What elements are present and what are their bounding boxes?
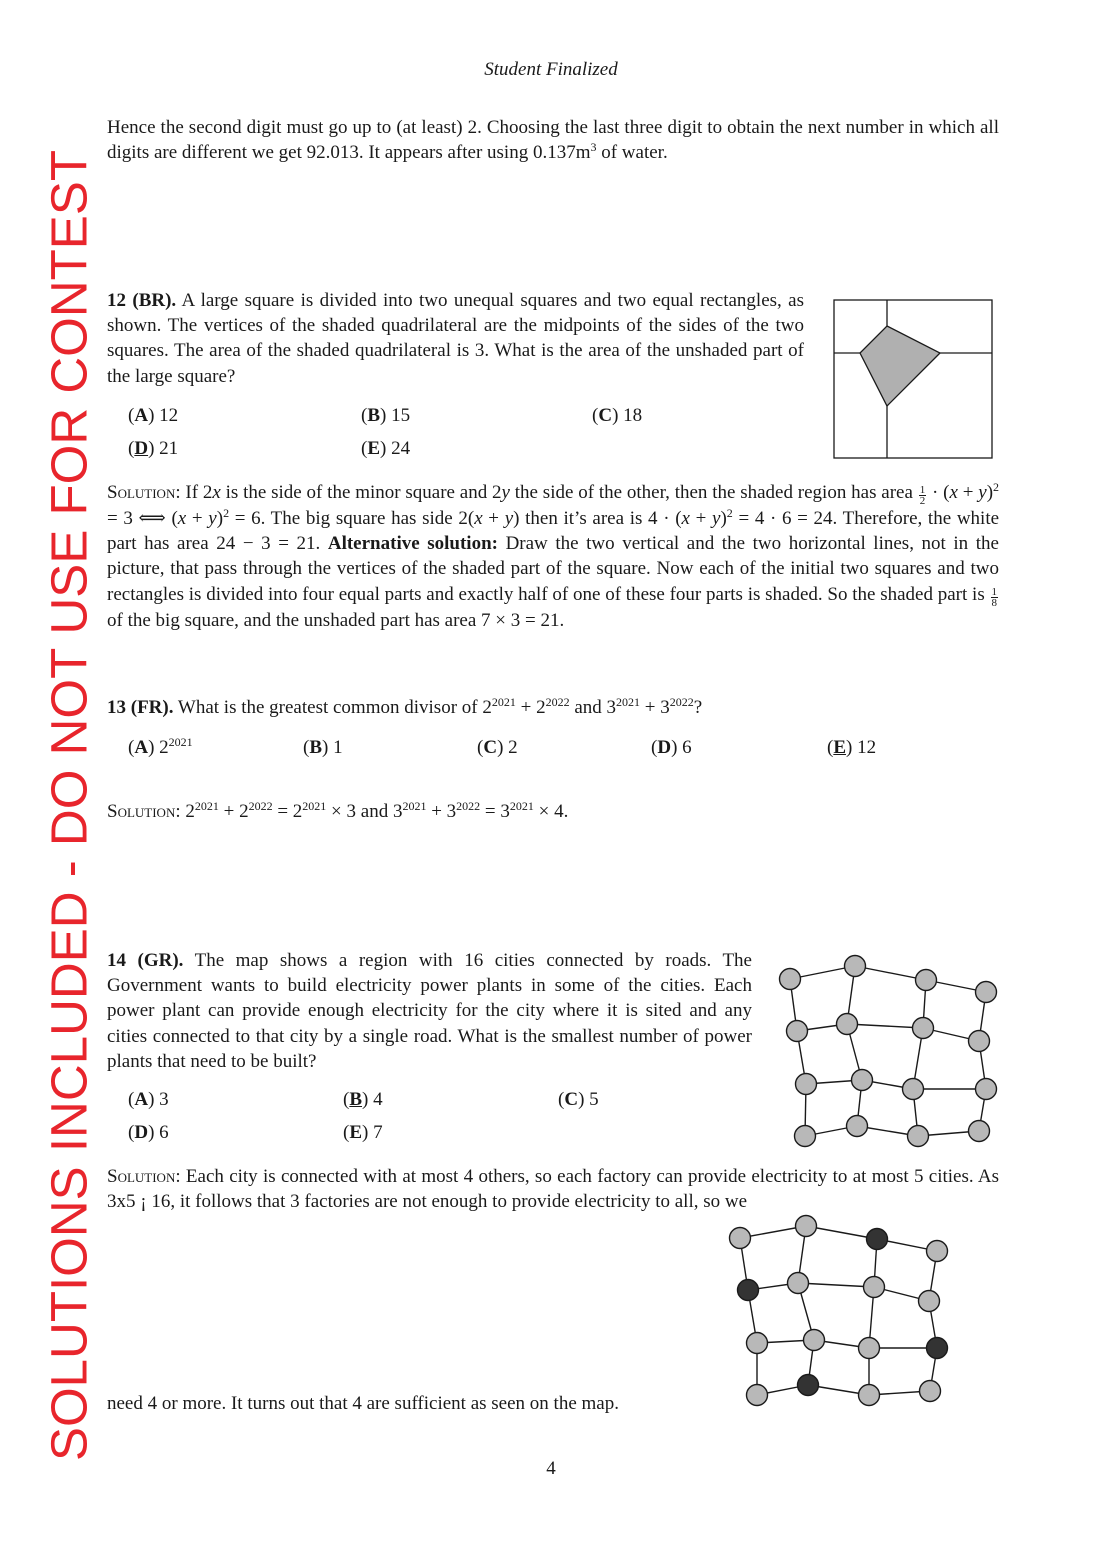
- city-node: [747, 1385, 768, 1406]
- p12-sol-text: ): [986, 482, 994, 503]
- p13-exp: 2021: [491, 695, 516, 709]
- city-node: [804, 1330, 825, 1351]
- p14-option-b: (B) 4: [343, 1089, 383, 1110]
- p12-exp: 2: [726, 506, 733, 520]
- intro-text-end: of water.: [596, 142, 668, 164]
- p12-var: x: [949, 482, 958, 503]
- p12-var: y: [501, 482, 510, 503]
- power-plant-node: [927, 1338, 948, 1359]
- p12-option-d-letter: D: [134, 438, 149, 459]
- p12-option-c: (C) 18: [592, 405, 643, 426]
- p13-option-a-value: 2: [159, 737, 169, 758]
- city-node: [927, 1241, 948, 1262]
- p13-exp: 2021: [509, 799, 534, 813]
- p13-text: + 3: [640, 697, 670, 718]
- p12-sol-text: the side of the other, then the shaded region has area: [509, 482, 918, 503]
- p12-var: y: [208, 508, 217, 529]
- p12-sol-text: is the side of the minor square and 2: [220, 482, 502, 503]
- p14-solution-end-text: need 4 or more. It turns out that 4 are sufficient as seen on the map.: [107, 1393, 619, 1414]
- p12-sol-text: of the big square, and the unshaded part has area 7 × 3 = 21.: [107, 609, 565, 631]
- p12-var: y: [712, 508, 721, 529]
- problem-12-label: 12 (BR).: [107, 290, 177, 311]
- p12-sol-text: = 4 · 6 = 24. Therefore, the white part has area 24 − 3 = 21.: [107, 508, 1000, 555]
- p13-exp: 2022: [456, 799, 481, 813]
- p13-sol-text: + 3: [426, 801, 457, 822]
- watermark: SOLUTIONS INCLUDED - DO NOT USE FOR CONTEST: [40, 150, 98, 1462]
- city-node: [747, 1333, 768, 1354]
- p12-option-e: (E) 24: [361, 438, 411, 459]
- p12-sol-text: +: [482, 508, 505, 529]
- p13-sol-text: × 4.: [533, 801, 569, 822]
- p12-option-e-value: 24: [391, 438, 411, 459]
- p12-var: x: [474, 508, 483, 529]
- frac-num: 1: [991, 585, 997, 598]
- p13-option-b-letter: B: [309, 737, 323, 758]
- p14-option-c: (C) 5: [558, 1089, 599, 1110]
- p12-option-b: (B) 15: [361, 405, 411, 426]
- p12-option-c-letter: C: [598, 405, 613, 426]
- p12-option-b-value: 15: [391, 405, 411, 426]
- p14-option-b-value: 4: [373, 1089, 383, 1110]
- p12-exp: 2: [993, 480, 1000, 494]
- p14-option-d-value: 6: [159, 1122, 169, 1143]
- city-node: [859, 1385, 880, 1406]
- city-node: [788, 1273, 809, 1294]
- p13-sol-text: 2: [180, 801, 195, 822]
- p13-exp: 2022: [669, 695, 694, 709]
- p13-text: and 3: [569, 697, 617, 718]
- p12-var: x: [212, 482, 221, 503]
- p12-var: y: [978, 482, 987, 503]
- p13-option-d-value: 6: [682, 737, 692, 758]
- city-node: [864, 1277, 885, 1298]
- p12-var: x: [681, 508, 690, 529]
- p14-solution-text: Each city is connected with at most 4 others, so each factory can provide electricity to at most 5 cities. As 3x5 ¡ 16, it follows that 3 factories are not enough to provide electricity to all, so we: [107, 1166, 999, 1213]
- p13-sol-text: + 2: [218, 801, 249, 822]
- p13-option-e-value: 12: [857, 737, 877, 758]
- road-edge: [798, 1283, 874, 1287]
- p14-option-b-letter: B: [349, 1089, 363, 1110]
- p12-option-d: (D) 21: [128, 438, 179, 459]
- p14-option-c-letter: C: [564, 1089, 579, 1110]
- power-plant-node: [798, 1375, 819, 1396]
- city-node: [859, 1338, 880, 1359]
- p14-option-a-value: 3: [159, 1089, 169, 1110]
- city-node: [730, 1228, 751, 1249]
- p13-option-a-sup: 2021: [168, 735, 193, 749]
- p13-option-e: (E) 12: [827, 737, 877, 758]
- p13-option-c: (C) 2: [477, 737, 518, 758]
- p13-exp: 2021: [402, 799, 427, 813]
- alt-solution-label: Alternative solution:: [327, 533, 498, 555]
- p13-option-a: (A) $2^{2021}$: [128, 735, 193, 758]
- p13-exp: 2021: [302, 799, 327, 813]
- p13-sol-text: × 3 and 3: [326, 801, 403, 822]
- p13-text: ?: [693, 697, 703, 718]
- frac-den: 2: [919, 495, 926, 507]
- p12-option-e-letter: E: [367, 438, 381, 459]
- page-header: Student Finalized: [484, 59, 618, 80]
- p13-option-d-letter: D: [657, 737, 672, 758]
- p13-option-e-letter: E: [833, 737, 847, 758]
- city-node: [796, 1216, 817, 1237]
- p14-option-c-value: 5: [589, 1089, 599, 1110]
- p13-option-c-letter: C: [483, 737, 498, 758]
- p12-sol-text: ): [216, 508, 224, 529]
- p12-option-a-letter: A: [134, 405, 149, 426]
- p13-option-b-value: 1: [333, 737, 343, 758]
- frac-num: 1: [919, 484, 926, 496]
- p14-option-d: (D) 6: [128, 1122, 169, 1143]
- power-plant-node: [738, 1280, 759, 1301]
- p14-option-e-value: 7: [373, 1122, 383, 1143]
- p12-solution-label: Solution:: [107, 482, 181, 503]
- intro-text: Hence the second digit must go up to (at least) 2. Choosing the last three digit to obtain the next number in which all digits are different we get 92.013. It appears after using 0.137m: [107, 117, 999, 164]
- p12-sol-text: ): [720, 508, 727, 529]
- p12-option-a: (A) 12: [128, 405, 179, 426]
- p13-exp: 2021: [616, 695, 641, 709]
- p12-exp: 2: [223, 506, 230, 520]
- power-plant-node: [867, 1229, 888, 1250]
- p12-sol-text: ) then it’s area is 4 · (: [513, 508, 682, 529]
- intro-sup: 3: [590, 140, 597, 155]
- p12-sol-text: = 3 ⟺ (: [107, 508, 178, 529]
- p12-var: x: [177, 508, 187, 529]
- p13-option-a-letter: A: [134, 737, 149, 758]
- p14-option-e: (E) 7: [343, 1122, 383, 1143]
- p13-option-b: (B) 1: [303, 737, 343, 758]
- problem-14-solution-end: [107, 1391, 747, 1416]
- p13-text: + 2: [515, 697, 546, 718]
- p13-text: What is the greatest common divisor of 2: [173, 697, 492, 718]
- city-node: [920, 1381, 941, 1402]
- problem-14-label: 14 (GR).: [107, 950, 184, 971]
- p12-sol-text: +: [689, 508, 713, 529]
- p12-sol-text: +: [957, 482, 979, 503]
- p12-sol-text: Draw the two vertical and the two horizontal lines, not in the picture, that pass through the vertices of the shaded part of the square. Now each of the initial two squares and two rectangles is divided into four equal parts and exactly half of one of these four parts is shaded. So the shaded part is: [107, 533, 999, 605]
- page-number: 4: [546, 1458, 556, 1479]
- p12-option-c-value: 18: [623, 405, 643, 426]
- p12-option-b-letter: B: [367, 405, 381, 426]
- p13-exp: 2021: [194, 799, 219, 813]
- p13-exp: 2022: [248, 799, 273, 813]
- p12-sol-text: = 6. The big square has side 2(: [229, 508, 475, 529]
- p12-sol-text: +: [186, 508, 209, 529]
- p13-option-c-value: 2: [508, 737, 518, 758]
- p14-solution-label: Solution:: [107, 1166, 181, 1187]
- p12-sol-text: · (: [927, 482, 950, 503]
- p14-option-a: (A) 3: [128, 1089, 169, 1110]
- problem-13-label: 13 (FR).: [107, 697, 174, 718]
- p13-sol-text: = 3: [480, 801, 510, 822]
- p12-sol-text: If 2: [180, 482, 213, 503]
- problem-14-text: The map shows a region with 16 cities connected by roads. The Government wants to build electricity power plants in some of the cities. Each power plant can provide enough electricity for the city where it is sited and any cities connected to that city by a single road. What is the smallest number of power plants that need to be built?: [107, 950, 752, 1072]
- p14-option-d-letter: D: [134, 1122, 149, 1143]
- p12-var: y: [504, 508, 514, 529]
- frac-den: 8: [991, 596, 997, 609]
- p13-sol-text: = 2: [272, 801, 303, 822]
- p13-solution-label: Solution:: [107, 801, 181, 822]
- problem-12-text: A large square is divided into two unequal squares and two equal rectangles, as shown. The vertices of the shaded quadrilateral are the midpoints of the sides of the two squares. The area of the shaded quadrilateral is 3. What is the area of the unshaded part of the large square?: [107, 290, 804, 387]
- p13-exp: 2022: [545, 695, 570, 709]
- p12-option-a-value: 12: [159, 405, 179, 426]
- p14-option-e-letter: E: [349, 1122, 363, 1143]
- p12-option-d-value: 21: [159, 438, 179, 459]
- city-node: [919, 1291, 940, 1312]
- p14-option-a-letter: A: [134, 1089, 149, 1110]
- p13-option-d: (D) 6: [651, 737, 692, 758]
